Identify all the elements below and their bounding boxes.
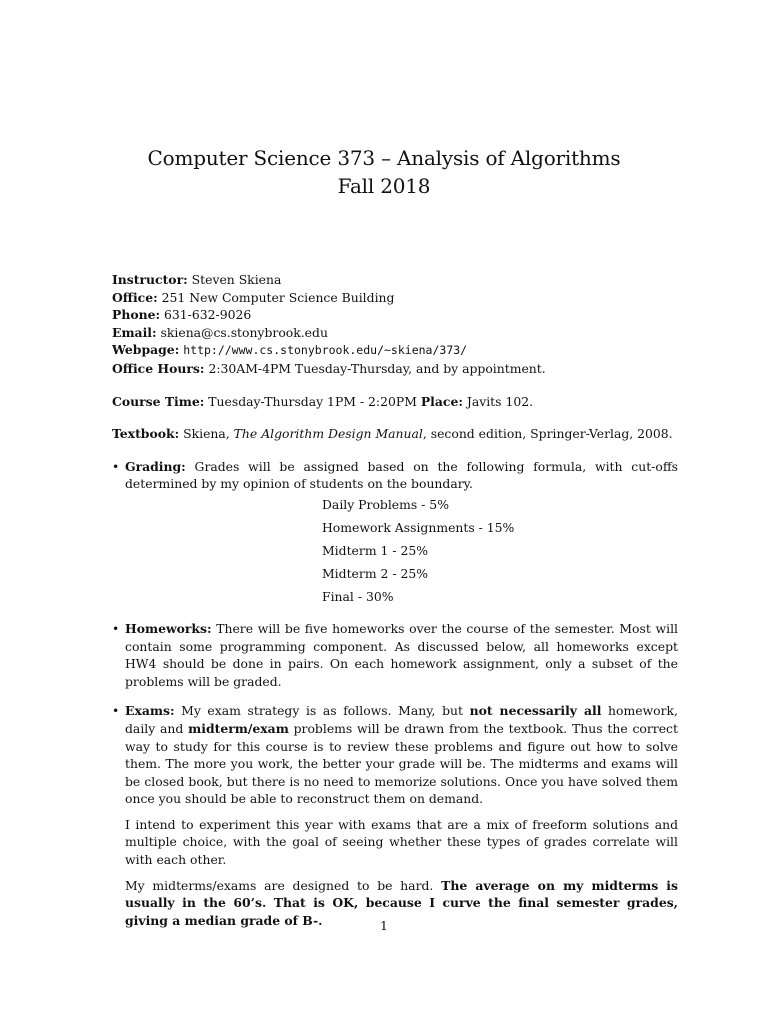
office-hours-line (112, 360, 678, 378)
course-title: Computer Science 373 – Analysis of Algorithms (147, 146, 621, 170)
exams-text-1: My exam strategy is as follows. Many, but (181, 703, 463, 719)
webpage-label: Webpage: (112, 342, 180, 358)
grading-item: Final - 30% (322, 588, 394, 604)
document-title (0, 144, 768, 200)
instructor-name: Steven Skiena (191, 272, 282, 287)
grading-text: Grades will be assigned based on the following formula, with cut-offs determined by my opinion of students on the boundary. (125, 458, 678, 492)
exams-bold-2: midterm/exam (188, 720, 289, 736)
exams-experiment-paragraph: I intend to experiment this year with exams that are a mix of freeform solutions and multiple choice, with the goal of seeing whether these types of grades correlate will with each other. (125, 816, 678, 868)
grading-breakdown (125, 493, 678, 608)
webpage-link[interactable]: http://www.cs.stonybrook.edu/~skiena/373/ (183, 343, 468, 358)
grading-item: Midterm 2 - 25% (322, 565, 428, 581)
textbook-author: Skiena, (183, 426, 230, 442)
office-line (112, 289, 678, 307)
exams-bold-1: not necessarily all (469, 703, 602, 719)
exams-text-3: problems will be drawn from the textbook. Thus the correct way to study for this course is to review these problems and figure out how to solve them. The more you work, the better your grade will be. The midterms and exams will be closed book, but there is no need to memorize solutions. Once you have solved them once you should be able to reconstruct them on demand. (125, 720, 678, 807)
email-label: Email: (112, 324, 157, 340)
exams-difficulty-bold: The average on my midterms is usually in the 60’s. That is OK, because I curve the final semester grades, giving a median grade of B-. (125, 877, 678, 928)
email-value: skiena@cs.stonybrook.edu (160, 324, 328, 340)
office-hours-value: 2:30AM-4PM Tuesday-Thursday, and by appointment. (208, 360, 546, 376)
office-hours-label: Office Hours: (112, 360, 205, 376)
textbook-details: , second edition, Springer-Verlag, 2008. (422, 426, 673, 442)
phone-value: 631-632-9026 (164, 307, 252, 323)
grading-paragraph (125, 458, 678, 493)
grading-item: Daily Problems - 5% (322, 496, 449, 512)
textbook-line (112, 425, 678, 443)
grading-label: Grading: (125, 458, 186, 474)
place-label: Place: (420, 393, 463, 409)
webpage-line (112, 341, 678, 360)
semester-title: Fall 2018 (337, 174, 431, 198)
page-number: 1 (380, 918, 388, 933)
homeworks-paragraph (125, 620, 678, 690)
document-body (112, 271, 678, 929)
exams-difficulty-text: My midterms/exams are designed to be hard. (125, 877, 434, 893)
bullet-icon: • (112, 703, 120, 719)
exams-text-2: homework, daily and (125, 703, 678, 736)
grading-item: Midterm 1 - 25% (322, 542, 428, 558)
phone-line (112, 306, 678, 324)
exams-paragraph (125, 702, 678, 808)
instructor-label: Instructor: (112, 272, 188, 287)
office-label: Office: (112, 289, 158, 305)
homeworks-label: Homeworks: (125, 620, 212, 636)
grading-section (112, 458, 678, 608)
instructor-line (112, 271, 678, 289)
textbook-label: Textbook: (112, 426, 180, 442)
exams-section (112, 702, 678, 929)
grading-item: Homework Assignments - 15% (322, 519, 515, 535)
place-value: Javits 102. (466, 393, 534, 409)
email-line (112, 324, 678, 342)
bullet-icon: • (112, 458, 120, 474)
bullet-icon: • (112, 620, 120, 636)
textbook-title: The Algorithm Design Manual (233, 426, 423, 442)
course-time-label: Course Time: (112, 393, 205, 409)
homeworks-text: There will be five homeworks over the course of the semester. Most will contain some programming component. As discussed below, all homeworks except HW4 should be done in pairs. On each homework assignment, only a subset of the problems will be graded. (125, 620, 678, 689)
phone-label: Phone: (112, 307, 161, 323)
course-time-line (112, 393, 678, 411)
office-value: 251 New Computer Science Building (161, 289, 395, 305)
exams-label: Exams: (125, 703, 175, 719)
course-time-value: Tuesday-Thursday 1PM - 2:20PM (208, 393, 417, 409)
homeworks-section (112, 620, 678, 690)
